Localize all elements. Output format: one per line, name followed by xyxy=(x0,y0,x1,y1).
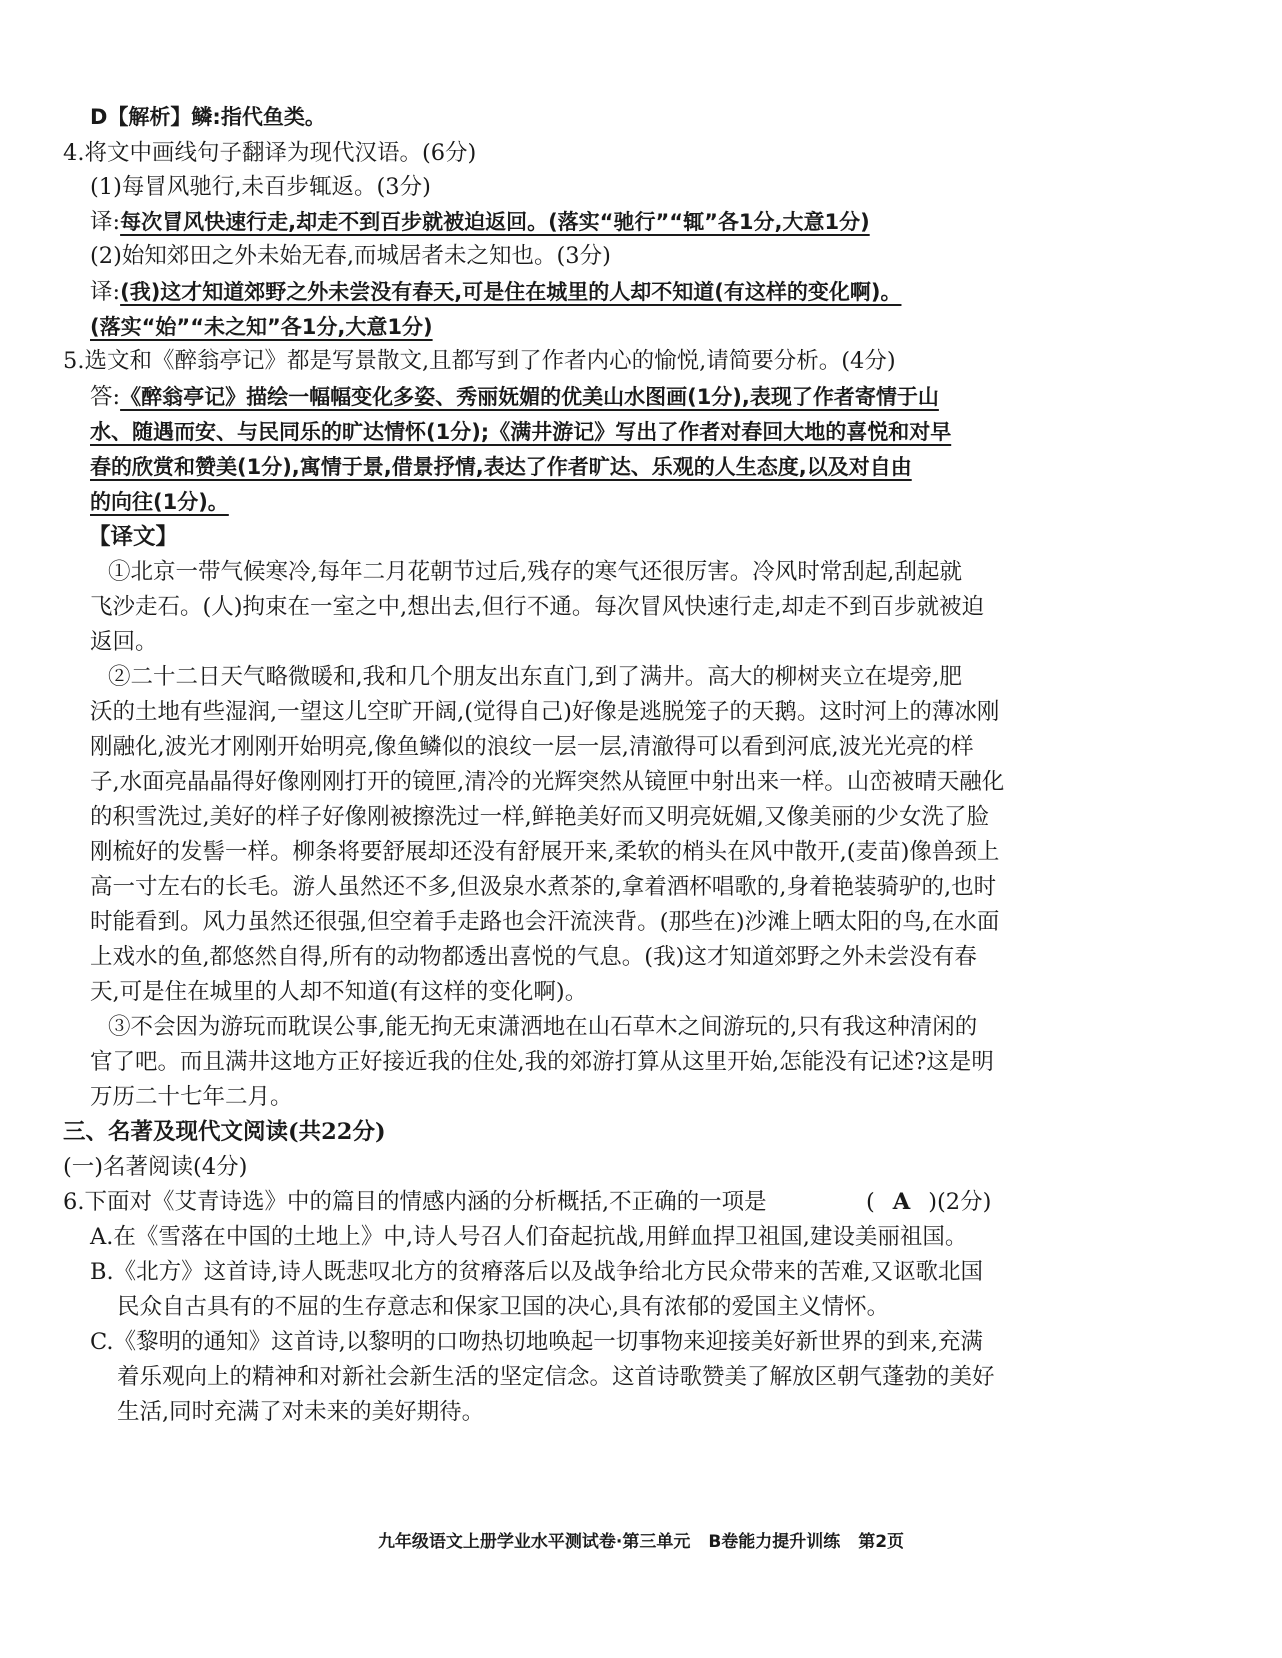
q5-answer-4: 的向往(1分)。 xyxy=(90,490,229,514)
translation-p1-line: ①北京一带气候寒冷,每年二月花朝节过后,残存的寒气还很厉害。冷风时常刮起,刮起就 xyxy=(108,559,962,585)
q4-sub1-answer: 每次冒风快速行走,却走不到百步就被迫返回。(落实“驰行”“辄”各1分,大意1分) xyxy=(120,210,870,234)
q6-option-c: C.《黎明的通知》这首诗,以黎明的口吻热切地唤起一切事物来迎接美好新世界的到来,充满 xyxy=(90,1329,983,1355)
q4-stem: 4.将文中画线句子翻译为现代汉语。(6分) xyxy=(63,140,477,166)
q4-sub2-answer-cont: (落实“始”“未之知”各1分,大意1分) xyxy=(90,315,433,339)
q4-sub2-answer: (我)这才知道郊野之外未尝没有春天,可是住在城里的人却不知道(有这样的变化啊)。 xyxy=(120,280,902,304)
q6-answer: A xyxy=(892,1189,911,1215)
q5-answer-1: 《醉翁亭记》描绘一幅幅变化多姿、秀丽妩媚的优美山水图画(1分),表现了作者寄情于山 xyxy=(120,385,939,409)
footer-volume: B卷能力提升训练 xyxy=(708,1532,841,1552)
translation-p3-line: ③不会因为游玩而耽误公事,能无拘无束潇洒地在山石草木之间游玩的,只有我这种清闲的 xyxy=(108,1014,978,1040)
translation-p2-line: 高一寸左右的长毛。游人虽然还不多,但汲泉水煮茶的,拿着酒杯唱歌的,身着艳装骑驴的,也时 xyxy=(90,874,997,900)
translation-p2-line: 刚梳好的发髻一样。柳条将要舒展却还没有舒展开来,柔软的梢头在风中散开,(麦苗)像兽颈上 xyxy=(90,839,1000,865)
translation-p2-line: 刚融化,波光才刚刚开始明亮,像鱼鳞似的浪纹一层一层,清澈得可以看到河底,波光光亮的样 xyxy=(90,734,974,760)
page-number: 第2页 xyxy=(858,1532,905,1552)
translation-p2-line: 的积雪洗过,美好的样子好像刚被擦洗过一样,鲜艳美好而又明亮妩媚,又像美丽的少女洗了脸 xyxy=(90,804,989,830)
translation-p1-line: 飞沙走石。(人)拘束在一室之中,想出去,但行不通。每次冒风快速行走,却走不到百步就被迫 xyxy=(90,594,985,620)
q3-answer: D【解析】鳞:指代鱼类。 xyxy=(90,105,326,129)
q6-option-c-cont: 着乐观向上的精神和对新社会新生活的坚定信念。这首诗歌赞美了解放区朝气蓬勃的美好 xyxy=(117,1364,995,1390)
q6-stem: 6.下面对《艾青诗选》中的篇目的情感内涵的分析概括,不正确的一项是 xyxy=(63,1189,767,1215)
translate-prefix: 译: xyxy=(90,279,121,305)
q5-answer-3: 春的欣赏和赞美(1分),寓情于景,借景抒情,表达了作者旷达、乐观的人生态度,以及对自由 xyxy=(90,455,912,479)
footer-title: 九年级语文上册学业水平测试卷·第三单元 xyxy=(377,1532,691,1552)
q6-answer-bracket xyxy=(866,1187,991,1217)
translation-p2-line: 天,可是住在城里的人却不知道(有这样的变化啊)。 xyxy=(90,979,588,1005)
translation-p2-line: 上戏水的鱼,都悠然自得,所有的动物都透出喜悦的气息。(我)这才知道郊野之外未尝没有春 xyxy=(90,944,977,970)
bracket-close-score: )(2分) xyxy=(928,1189,992,1215)
q4-sub2-answer-line xyxy=(90,277,901,307)
translate-prefix: 译: xyxy=(90,209,121,235)
q6-option-b-cont: 民众自古具有的不屈的生存意志和保家卫国的决心,具有浓郁的爱国主义情怀。 xyxy=(117,1294,890,1320)
translation-p3-line: 万历二十七年二月。 xyxy=(90,1084,293,1110)
q5-stem: 5.选文和《醉翁亭记》都是写景散文,且都写到了作者内心的愉悦,请简要分析。(4分) xyxy=(63,348,896,374)
answer-prefix: 答: xyxy=(90,384,121,410)
bracket-open: ( xyxy=(866,1189,875,1215)
translation-p2-line: 子,水面亮晶晶得好像刚刚打开的镜匣,清冷的光辉突然从镜匣中射出来一样。山峦被晴天融化 xyxy=(90,769,1005,795)
q6-option-c-cont: 生活,同时充满了对未来的美好期待。 xyxy=(117,1399,485,1425)
q6-option-b: B.《北方》这首诗,诗人既悲叹北方的贫瘠落后以及战争给北方民众带来的苦难,又讴歌北国 xyxy=(90,1259,983,1285)
translation-p3-line: 官了吧。而且满井这地方正好接近我的住处,我的郊游打算从这里开始,怎能没有记述?这是明 xyxy=(90,1049,994,1075)
q4-sub1: (1)每冒风驰行,未百步辄返。(3分) xyxy=(90,174,431,200)
section-subheading: (一)名著阅读(4分) xyxy=(63,1154,248,1180)
q5-answer-line-1 xyxy=(90,382,939,412)
translation-heading: 【译文】 xyxy=(88,524,179,550)
translation-p2-line: ②二十二日天气略微暖和,我和几个朋友出东直门,到了满井。高大的柳树夹立在堤旁,肥 xyxy=(108,664,962,690)
q5-answer-2: 水、随遇而安、与民同乐的旷达情怀(1分);《满井游记》写出了作者对春回大地的喜悦和对早 xyxy=(90,420,952,444)
translation-p2-line: 沃的土地有些湿润,一望这儿空旷开阔,(觉得自己)好像是逃脱笼子的天鹅。这时河上的薄冰刚 xyxy=(90,699,1000,725)
page-footer xyxy=(0,1527,1282,1552)
translation-p1-line: 返回。 xyxy=(90,629,158,655)
q4-sub2: (2)始知郊田之外未始无春,而城居者未之知也。(3分) xyxy=(90,243,611,269)
q6-option-a: A.在《雪落在中国的土地上》中,诗人号召人们奋起抗战,用鲜血捍卫祖国,建设美丽祖国。 xyxy=(90,1224,968,1250)
q4-sub1-answer-line xyxy=(90,207,870,237)
section-heading: 三、名著及现代文阅读(共22分) xyxy=(63,1119,386,1145)
translation-p2-line: 时能看到。风力虽然还很强,但空着手走路也会汗流浃背。(那些在)沙滩上晒太阳的鸟,在水面 xyxy=(90,909,1000,935)
